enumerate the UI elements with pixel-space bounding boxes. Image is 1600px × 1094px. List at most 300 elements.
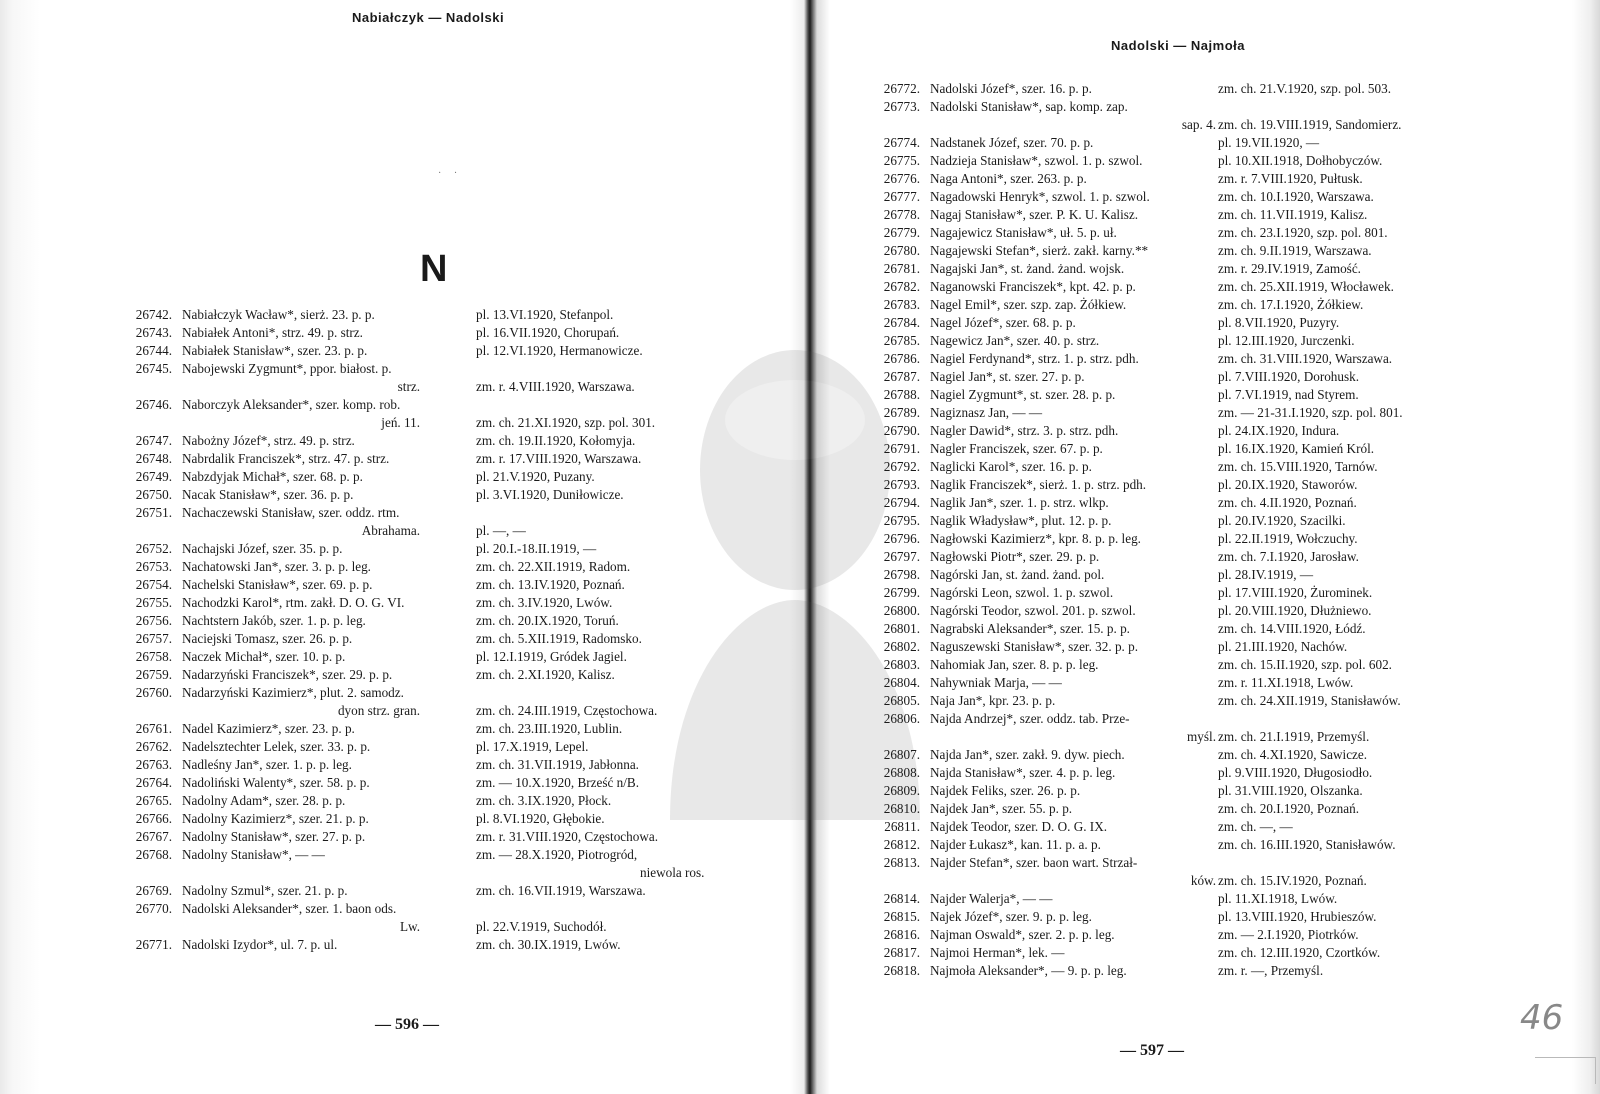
list-item (868, 386, 1508, 404)
entry-death-record: zm. ch. 23.I.1920, szp. pol. 801. (1218, 225, 1388, 240)
entry-number: 26779. (883, 225, 920, 240)
entry-number: 26783. (883, 297, 920, 312)
entry-name: Nadelsztechter Lelek, szer. 33. p. p. (182, 739, 371, 754)
list-item (868, 224, 1508, 242)
list-item (868, 944, 1508, 962)
entry-number: 26752. (135, 541, 172, 556)
entry-number: 26797. (883, 549, 920, 564)
entry-death-record: pl. 9.VIII.1920, Długosiodło. (1218, 765, 1373, 780)
entry-death-record: zm. ch. 31.VIII.1920, Warszawa. (1218, 351, 1393, 366)
list-item (868, 638, 1508, 656)
entry-row (120, 774, 750, 792)
entry-death-record: zm. ch. 4.XI.1920, Sawicze. (1218, 747, 1368, 762)
entry-row (120, 324, 750, 342)
entry-death-record: pl. 22.II.1919, Wołczuchy. (1218, 531, 1358, 546)
right-page (868, 0, 1508, 1094)
entry-row (120, 306, 750, 324)
list-item (868, 440, 1508, 458)
list-item (868, 620, 1508, 638)
entry-row (868, 332, 1508, 350)
entry-number: 26800. (883, 603, 920, 618)
list-item (868, 764, 1508, 782)
entry-death-record: zm. r. 11.XI.1918, Lwów. (1218, 675, 1354, 690)
list-item (120, 792, 750, 810)
list-item (120, 648, 750, 666)
right-page-edge (1572, 0, 1600, 1094)
entry-number: 26764. (135, 775, 172, 790)
entry-number: 26756. (135, 613, 172, 628)
list-item (120, 324, 750, 342)
list-item (868, 962, 1508, 980)
entry-row (868, 368, 1508, 386)
entry-number: 26792. (883, 459, 920, 474)
left-page (120, 0, 750, 1094)
entry-death-record: pl. —, — (476, 523, 526, 538)
entry-number: 26743. (135, 325, 172, 340)
entry-death-record: zm. ch. 19.II.1920, Kołomyja. (476, 433, 636, 448)
entry-death-record: zm. ch. 24.III.1919, Częstochowa. (476, 703, 658, 718)
entry-name: Naguszewski Stanisław*, szer. 32. p. p. (930, 639, 1139, 654)
entry-name: Nahomiak Jan, szer. 8. p. p. leg. (930, 657, 1099, 672)
entry-row (868, 926, 1508, 944)
entry-row (868, 548, 1508, 566)
entry-row (120, 486, 750, 504)
entry-row (868, 116, 1508, 134)
entry-number: 26817. (883, 945, 920, 960)
list-item (120, 306, 750, 324)
entry-row (120, 720, 750, 738)
entry-row (868, 422, 1508, 440)
entry-name: Nabiałek Antoni*, strz. 49. p. strz. (182, 325, 363, 340)
entry-number: 26795. (883, 513, 920, 528)
entry-name: Nagrabski Aleksander*, szer. 15. p. p. (930, 621, 1130, 636)
entry-row (868, 710, 1508, 728)
list-item (868, 206, 1508, 224)
list-item (120, 882, 750, 900)
entry-death-record: pl. 21.III.1920, Nachów. (1218, 639, 1348, 654)
entry-name: Nadarzyński Kazimierz*, plut. 2. samodz. (182, 685, 404, 700)
list-item (868, 836, 1508, 854)
entry-number: 26789. (883, 405, 920, 420)
list-item (868, 782, 1508, 800)
entry-list-left (120, 306, 750, 954)
entry-row (868, 782, 1508, 800)
list-item (868, 170, 1508, 188)
entry-row (868, 602, 1508, 620)
handwritten-note: 46 (1520, 998, 1564, 1038)
entry-name: Naglik Franciszek*, sierż. 1. p. strz. pdh. (930, 477, 1147, 492)
entry-number: 26811. (884, 819, 920, 834)
entry-name: Nabrdalik Franciszek*, strz. 47. p. strz. (182, 451, 390, 466)
list-item (868, 188, 1508, 206)
entry-row (120, 558, 750, 576)
entry-name: Nagórski Jan, st. żand. żand. pol. (930, 567, 1105, 582)
entry-number: 26767. (135, 829, 172, 844)
running-header-right: Nadolski — Najmoła (1111, 38, 1245, 53)
entry-name: Nagajski Jan*, st. żand. żand. wojsk. (930, 261, 1125, 276)
entry-name: Nadoliński Walenty*, szer. 58. p. p. (182, 775, 370, 790)
list-item (868, 242, 1508, 260)
list-item (868, 422, 1508, 440)
entry-number: 26813. (883, 855, 920, 870)
entry-row (868, 890, 1508, 908)
list-item (868, 854, 1508, 890)
entry-death-record: zm. ch. 10.I.1920, Warszawa. (1218, 189, 1374, 204)
entry-number: 26796. (883, 531, 920, 546)
entry-name: Najmoła Aleksander*, — 9. p. p. leg. (930, 963, 1127, 978)
entry-number: 26765. (135, 793, 172, 808)
entry-number: 26770. (135, 901, 172, 916)
entry-row (120, 576, 750, 594)
list-item (868, 296, 1508, 314)
list-item (868, 548, 1508, 566)
entry-number: 26744. (135, 343, 172, 358)
entry-name: Najmoi Herman*, lek. — (930, 945, 1065, 960)
entry-row (120, 864, 750, 882)
list-item (868, 818, 1508, 836)
entry-name: Nagórski Leon, szwol. 1. p. szwol. (930, 585, 1114, 600)
entry-death-record: zm. ch. 13.IV.1920, Poznań. (476, 577, 625, 592)
entry-row (120, 504, 750, 522)
entry-row (868, 314, 1508, 332)
entry-row (868, 206, 1508, 224)
entry-death-record: pl. 17.VIII.1920, Żurominek. (1218, 585, 1373, 600)
entry-row (120, 882, 750, 900)
entry-row (868, 728, 1508, 746)
entry-death-record: zm. — 2.I.1920, Piotrków. (1218, 927, 1359, 942)
entry-number: 26814. (883, 891, 920, 906)
entry-name: Nachtstern Jakób, szer. 1. p. p. leg. (182, 613, 366, 628)
entry-death-record: zm. ch. 19.VIII.1919, Sandomierz. (1218, 117, 1402, 132)
list-item (868, 512, 1508, 530)
entry-death-record: pl. 20.VIII.1920, Dłużniewo. (1218, 603, 1372, 618)
entry-death-record: zm. — 21-31.I.1920, szp. pol. 801. (1218, 405, 1403, 420)
list-item (120, 342, 750, 360)
list-item (120, 684, 750, 720)
entry-death-record: zm. ch. 16.III.1920, Stanisławów. (1218, 837, 1396, 852)
entry-number: 26746. (135, 397, 172, 412)
entry-number: 26777. (883, 189, 920, 204)
entry-number: 26753. (135, 559, 172, 574)
entry-row (868, 152, 1508, 170)
entry-death-record: pl. 22.V.1919, Suchodół. (476, 919, 607, 934)
list-item (868, 260, 1508, 278)
page-number-left: — 596 — (375, 1016, 439, 1033)
entry-number: 26788. (883, 387, 920, 402)
list-item (868, 566, 1508, 584)
entry-number: 26759. (135, 667, 172, 682)
entry-unit-continuation: ków. (1190, 873, 1216, 888)
entry-name: Nagiel Zygmunt*, st. szer. 28. p. p. (930, 387, 1116, 402)
entry-number: 26781. (883, 261, 920, 276)
list-item (120, 360, 750, 396)
entry-row (868, 908, 1508, 926)
entry-death-record: pl. 11.XI.1918, Lwów. (1218, 891, 1338, 906)
entry-name: Nahywniak Marja, — — (930, 675, 1062, 690)
entry-number: 26761. (135, 721, 172, 736)
entry-name: Najda Stanisław*, szer. 4. p. p. leg. (930, 765, 1116, 780)
entry-row (120, 900, 750, 918)
entry-name: Nadel Kazimierz*, szer. 23. p. p. (182, 721, 355, 736)
entry-row (868, 620, 1508, 638)
entry-name: Nachatowski Jan*, szer. 3. p. p. leg. (182, 559, 371, 574)
entry-number: 26810. (883, 801, 920, 816)
entry-row (868, 494, 1508, 512)
list-item (120, 396, 750, 432)
entry-row (120, 432, 750, 450)
entry-death-record: zm. ch. 5.XII.1919, Radomsko. (476, 631, 642, 646)
entry-death-record: zm. ch. 30.IX.1919, Lwów. (476, 937, 621, 952)
entry-name: Nagaj Stanisław*, szer. P. K. U. Kalisz. (930, 207, 1139, 222)
entry-name: Naga Antoni*, szer. 263. p. p. (930, 171, 1087, 186)
list-item (120, 594, 750, 612)
list-item (120, 540, 750, 558)
entry-row (868, 584, 1508, 602)
entry-death-record: pl. 16.VII.1920, Chorupań. (476, 325, 620, 340)
entry-name: Nachelski Stanisław*, szer. 69. p. p. (182, 577, 373, 592)
entry-row (120, 360, 750, 378)
entry-row (868, 566, 1508, 584)
list-item (868, 458, 1508, 476)
entry-death-record: zm. ch. 17.I.1920, Żółkiew. (1218, 297, 1364, 312)
entry-name: Nagler Franciszek, szer. 67. p. p. (930, 441, 1103, 456)
entry-name: Nagewicz Jan*, szer. 40. p. strz. (930, 333, 1100, 348)
entry-death-record: zm. ch. 14.VIII.1920, Łódź. (1218, 621, 1366, 636)
entry-name: Nadolski Józef*, szer. 16. p. p. (930, 81, 1092, 96)
entry-death-record: zm. ch. 16.VII.1919, Warszawa. (476, 883, 646, 898)
entry-name: Nadolny Stanisław*, szer. 27. p. p. (182, 829, 366, 844)
entry-name: Najdek Teodor, szer. D. O. G. IX. (930, 819, 1108, 834)
entry-name: Nabożny Józef*, strz. 49. p. strz. (182, 433, 355, 448)
entry-name: Naglicki Karol*, szer. 16. p. p. (930, 459, 1092, 474)
entry-name: Naciejski Tomasz, szer. 26. p. p. (182, 631, 353, 646)
entry-row (868, 854, 1508, 872)
entry-death-record: pl. 13.VIII.1920, Hrubieszów. (1218, 909, 1377, 924)
entry-number: 26809. (883, 783, 920, 798)
entry-row (868, 818, 1508, 836)
entry-death-record: zm. ch. 9.II.1919, Warszawa. (1218, 243, 1372, 258)
list-item (120, 558, 750, 576)
entry-death-record: zm. ch. 21.V.1920, szp. pol. 503. (1218, 81, 1392, 96)
entry-death-record: pl. 31.VIII.1920, Olszanka. (1218, 783, 1363, 798)
entry-unit-continuation: Lw. (399, 919, 420, 934)
entry-name: Nadolny Stanisław*, — — (182, 847, 325, 862)
list-item (868, 278, 1508, 296)
entry-name: Nachodzki Karol*, rtm. zakł. D. O. G. VI. (182, 595, 405, 610)
entry-death-record: pl. 8.VI.1920, Głębokie. (476, 811, 605, 826)
entry-row (868, 260, 1508, 278)
entry-death-record: zm. ch. 20.I.1920, Poznań. (1218, 801, 1360, 816)
entry-name: Nagiel Jan*, st. szer. 27. p. p. (930, 369, 1085, 384)
entry-unit-continuation: strz. (397, 379, 420, 394)
entry-row (120, 414, 750, 432)
entry-name: Nadolski Izydor*, ul. 7. p. ul. (182, 937, 338, 952)
entry-death-record: zm. r. —, Przemyśl. (1218, 963, 1324, 978)
entry-name: Nadstanek Józef, szer. 70. p. p. (930, 135, 1094, 150)
entry-name: Nagadowski Henryk*, szwol. 1. p. szwol. (930, 189, 1150, 204)
entry-death-record: pl. 12.I.1919, Gródek Jagiel. (476, 649, 627, 664)
entry-number: 26775. (883, 153, 920, 168)
entry-row (120, 648, 750, 666)
entry-death-record: zm. ch. 21.I.1919, Przemyśl. (1218, 729, 1370, 744)
list-item (120, 846, 750, 882)
entry-number: 26799. (883, 585, 920, 600)
entry-number: 26785. (883, 333, 920, 348)
list-item (868, 476, 1508, 494)
entry-death-record: pl. 20.IX.1920, Staworów. (1218, 477, 1358, 492)
entry-row (868, 800, 1508, 818)
entry-number: 26763. (135, 757, 172, 772)
entry-name: Nagiznasz Jan, — — (930, 405, 1043, 420)
entry-row (120, 522, 750, 540)
entry-name: Nadolny Adam*, szer. 28. p. p. (182, 793, 346, 808)
entry-number: 26807. (883, 747, 920, 762)
entry-death-record: pl. 8.VII.1920, Puzyry. (1218, 315, 1340, 330)
entry-name: Nadarzyński Franciszek*, szer. 29. p. p. (182, 667, 393, 682)
entry-number: 26758. (135, 649, 172, 664)
entry-name: Najda Andrzej*, szer. oddz. tab. Prze- (930, 711, 1130, 726)
entry-name: Naglik Jan*, szer. 1. p. strz. wlkp. (930, 495, 1109, 510)
entry-number: 26798. (883, 567, 920, 582)
entry-name: Naja Jan*, kpr. 23. p. p. (930, 693, 1056, 708)
entry-name: Nadleśny Jan*, szer. 1. p. p. leg. (182, 757, 352, 772)
entry-death-record: pl. 21.V.1920, Puzany. (476, 469, 595, 484)
entry-death-record: zm. ch. 4.II.1920, Poznań. (1218, 495, 1357, 510)
entry-name: Nachaczewski Stanisław, szer. oddz. rtm. (182, 505, 400, 520)
entry-death-record: zm. ch. —, — (1218, 819, 1293, 834)
entry-death-record: zm. ch. 15.II.1920, szp. pol. 602. (1218, 657, 1392, 672)
entry-number: 26818. (883, 963, 920, 978)
page-number-right: — 597 — (1120, 1042, 1184, 1059)
entry-name: Najman Oswald*, szer. 2. p. p. leg. (930, 927, 1115, 942)
list-item (868, 710, 1508, 746)
entry-death-record: zm. ch. 11.VII.1919, Kalisz. (1218, 207, 1368, 222)
entry-number: 26773. (883, 99, 920, 114)
entry-name: Naglik Władysław*, plut. 12. p. p. (930, 513, 1112, 528)
entry-number: 26784. (883, 315, 920, 330)
entry-death-record: pl. 20.I.-18.II.1919, — (476, 541, 597, 556)
entry-death-record: zm. ch. 3.IX.1920, Płock. (476, 793, 612, 808)
running-header-left: Nabiałczyk — Nadolski (352, 10, 505, 25)
entry-row (120, 846, 750, 864)
entry-row (868, 170, 1508, 188)
entry-number: 26782. (883, 279, 920, 294)
entry-number: 26771. (135, 937, 172, 952)
entry-number: 26747. (135, 433, 172, 448)
entry-row (120, 918, 750, 936)
list-item (868, 80, 1508, 98)
list-item (868, 656, 1508, 674)
entry-death-record: zm. r. 4.VIII.1920, Warszawa. (476, 379, 635, 394)
entry-name: Nachajski Józef, szer. 35. p. p. (182, 541, 343, 556)
entry-death-record: zm. ch. 31.VII.1919, Jabłonna. (476, 757, 639, 772)
entry-death-continuation: niewola ros. (640, 865, 705, 880)
entry-name: Naborczyk Aleksander*, szer. komp. rob. (182, 397, 401, 412)
entry-row (120, 612, 750, 630)
section-letter: N (420, 248, 448, 290)
list-item (120, 630, 750, 648)
list-item (868, 890, 1508, 908)
list-item (868, 350, 1508, 368)
list-item (868, 368, 1508, 386)
entry-row (868, 386, 1508, 404)
entry-number: 26793. (883, 477, 920, 492)
entry-number: 26742. (135, 307, 172, 322)
entry-death-record: zm. r. 29.IV.1919, Zamość. (1218, 261, 1361, 276)
entry-name: Nagiel Ferdynand*, strz. 1. p. strz. pdh. (930, 351, 1139, 366)
entry-row (120, 666, 750, 684)
entry-name: Nagel Józef*, szer. 68. p. p. (930, 315, 1076, 330)
entry-number: 26803. (883, 657, 920, 672)
entry-row (868, 764, 1508, 782)
entry-row (868, 296, 1508, 314)
entry-death-record: zm. — 28.X.1920, Piotrogród, (476, 847, 638, 862)
entry-death-record: pl. 13.VI.1920, Stefanpol. (476, 307, 614, 322)
entry-name: Najder Łukasz*, kan. 11. p. a. p. (930, 837, 1101, 852)
entry-row (120, 630, 750, 648)
list-item (120, 450, 750, 468)
entry-row (120, 396, 750, 414)
entry-number: 26786. (883, 351, 920, 366)
entry-row (120, 738, 750, 756)
entry-row (120, 756, 750, 774)
entry-row (868, 224, 1508, 242)
entry-name: Najdek Jan*, szer. 55. p. p. (930, 801, 1073, 816)
entry-death-record: zm. — 10.X.1920, Brześć n/B. (476, 775, 639, 790)
entry-number: 26751. (135, 505, 172, 520)
list-item (868, 692, 1508, 710)
list-item (120, 810, 750, 828)
entry-name: Nabzdyjak Michał*, szer. 68. p. p. (182, 469, 363, 484)
list-item (868, 404, 1508, 422)
entry-row (120, 468, 750, 486)
entry-number: 26805. (883, 693, 920, 708)
list-item (120, 504, 750, 540)
entry-row (120, 378, 750, 396)
list-item (868, 746, 1508, 764)
entry-row (868, 638, 1508, 656)
entry-number: 26769. (135, 883, 172, 898)
entry-number: 26812. (883, 837, 920, 852)
entry-death-record: pl. 17.X.1919, Lepel. (476, 739, 589, 754)
entry-name: Nadzieja Stanisław*, szwol. 1. p. szwol. (930, 153, 1143, 168)
entry-name: Nagel Emil*, szer. szp. zap. Żółkiew. (930, 297, 1127, 312)
entry-row (868, 530, 1508, 548)
entry-death-record: pl. 12.VI.1920, Hermanowicze. (476, 343, 643, 358)
entry-number: 26748. (135, 451, 172, 466)
entry-row (120, 342, 750, 360)
list-item (120, 774, 750, 792)
entry-name: Nadolski Aleksander*, szer. 1. baon ods. (182, 901, 397, 916)
entry-number: 26787. (883, 369, 920, 384)
entry-death-record: pl. 16.IX.1920, Kamień Król. (1218, 441, 1375, 456)
list-item (868, 314, 1508, 332)
list-item (868, 908, 1508, 926)
list-item (120, 666, 750, 684)
list-item (120, 468, 750, 486)
book-gutter (790, 0, 830, 1094)
list-item (868, 152, 1508, 170)
entry-number: 26802. (883, 639, 920, 654)
entry-name: Nabiałek Stanisław*, szer. 23. p. p. (182, 343, 368, 358)
entry-row (120, 828, 750, 846)
entry-death-record: zm. ch. 21.XI.1920, szp. pol. 301. (476, 415, 656, 430)
entry-unit-continuation: Abrahama. (361, 523, 420, 538)
entry-number: 26794. (883, 495, 920, 510)
entry-unit-continuation: sap. 4. (1181, 117, 1216, 132)
list-item (120, 486, 750, 504)
list-item (868, 800, 1508, 818)
